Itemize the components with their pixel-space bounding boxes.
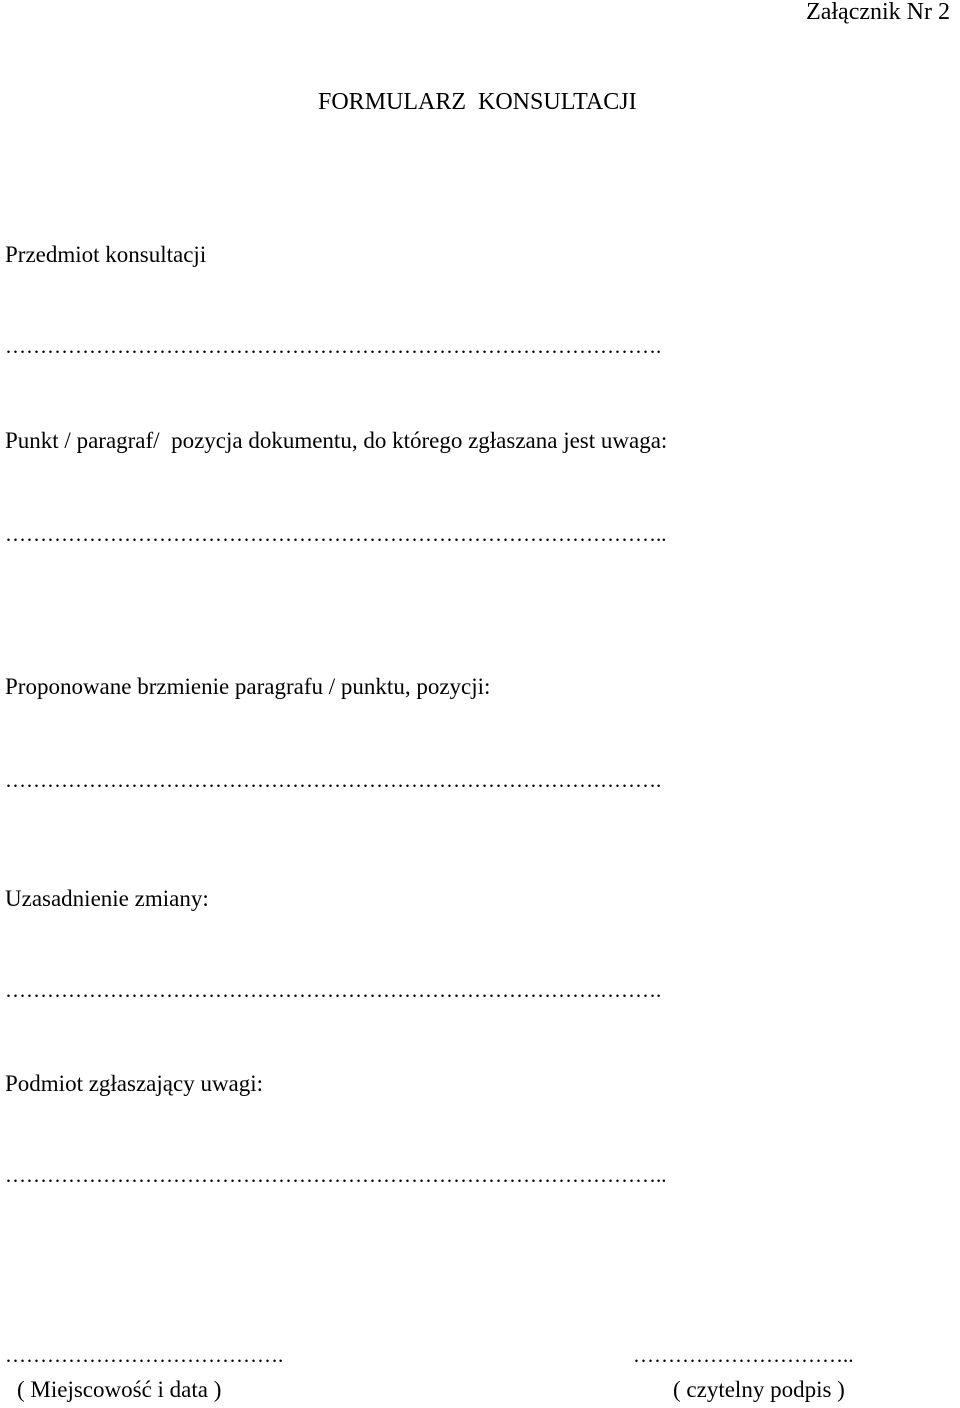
place-date-caption: ( Miejscowość i data ) <box>17 1377 222 1402</box>
section-label-submitter: Podmiot zgłaszający uwagi: <box>5 1071 264 1096</box>
annex-number: Załącznik Nr 2 <box>806 0 950 25</box>
signature-line[interactable]: ………………………….. <box>633 1343 854 1367</box>
fill-line-subject[interactable]: …………………………………………………………………………………. <box>5 334 662 358</box>
fill-line-proposed-wording[interactable]: …………………………………………………………………………………. <box>5 768 662 792</box>
fill-line-submitter[interactable]: ………………………………………………………………………………….. <box>5 1163 667 1187</box>
section-label-subject: Przedmiot konsultacji <box>5 242 207 267</box>
place-date-line[interactable]: …………………………………. <box>5 1343 284 1367</box>
fill-line-document-point[interactable]: ………………………………………………………………………………….. <box>5 522 667 546</box>
section-label-proposed-wording: Proponowane brzmienie paragrafu / punktu, pozycji: <box>5 674 491 699</box>
section-label-document-point: Punkt / paragraf/ pozycja dokumentu, do którego zgłaszana jest uwaga: <box>5 428 668 453</box>
section-label-justification: Uzasadnienie zmiany: <box>5 886 209 911</box>
fill-line-justification[interactable]: …………………………………………………………………………………. <box>5 978 662 1002</box>
form-title: FORMULARZ KONSULTACJI <box>318 89 637 115</box>
signature-caption: ( czytelny podpis ) <box>673 1377 845 1402</box>
